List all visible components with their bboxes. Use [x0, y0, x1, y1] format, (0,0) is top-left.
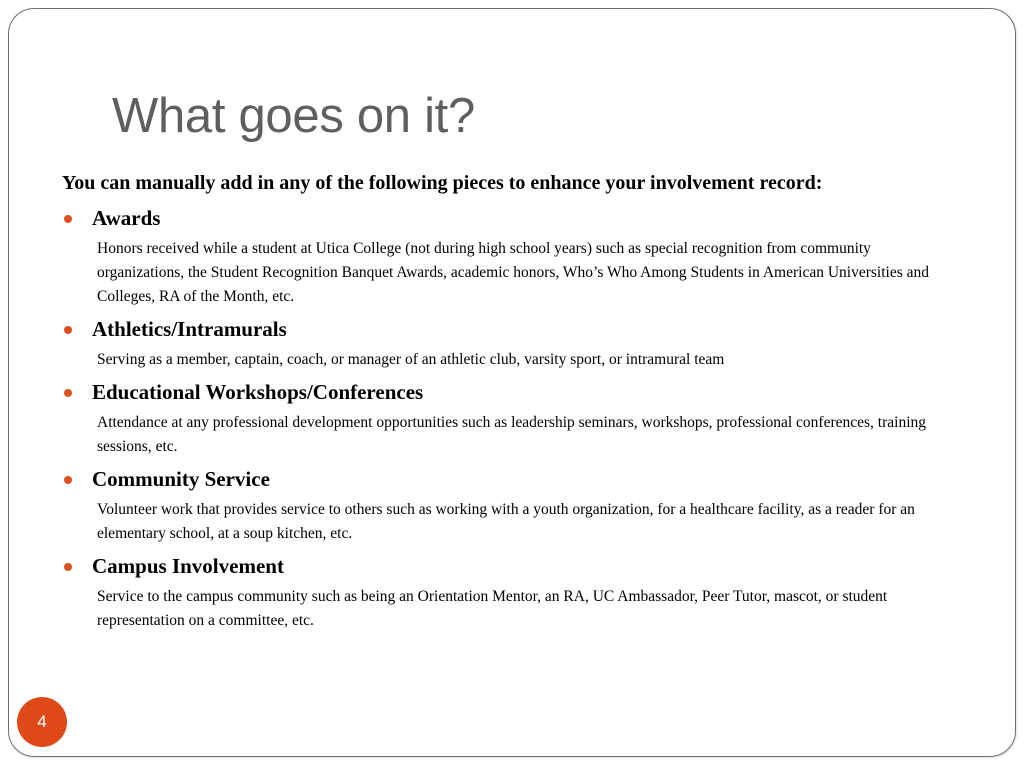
slide-body	[62, 168, 962, 639]
intro-text: You can manually add in any of the following pieces to enhance your involvement record:	[62, 172, 823, 194]
item-heading-workshops	[62, 378, 962, 407]
item-heading-label: Awards	[92, 206, 161, 230]
item-heading-community-service	[62, 465, 962, 494]
item-heading-label: Athletics/Intramurals	[92, 317, 287, 341]
item-heading-label: Campus Involvement	[92, 554, 284, 578]
item-description-athletics: Serving as a member, captain, coach, or manager of an athletic club, varsity sport, or intramural team	[97, 351, 725, 368]
item-description-workshops: Attendance at any professional development opportunities such as leadership seminars, workshops, professional conferences, training sessions, etc.	[97, 414, 927, 455]
slide-title: What goes on it?	[112, 89, 475, 143]
bullet-icon	[64, 389, 72, 397]
bullet-icon	[64, 476, 72, 484]
bullet-icon	[64, 326, 72, 334]
page-number-badge: 4	[17, 697, 67, 747]
item-heading-athletics	[62, 315, 962, 344]
bullet-icon	[64, 215, 72, 223]
item-heading-label: Educational Workshops/Conferences	[92, 380, 424, 404]
item-heading-label: Community Service	[92, 467, 270, 491]
item-heading-campus-involvement	[62, 552, 962, 581]
item-description-awards: Honors received while a student at Utica College (not during high school years) such as special recognition from community organizations, the Student Recognition Banquet Awards, academic honors, Who’s Who Among Students in American Universities and Colleges, RA of the Month, etc.	[97, 240, 929, 305]
item-description-campus-involvement: Service to the campus community such as being an Orientation Mentor, an RA, UC Ambassador, Peer Tutor, mascot, or student representation on a committee, etc.	[97, 588, 888, 629]
bullet-icon	[64, 563, 72, 571]
item-description-community-service: Volunteer work that provides service to others such as working with a youth organization, for a healthcare facility, as a reader for an elementary school, at a soup kitchen, etc.	[97, 501, 915, 542]
item-heading-awards	[62, 204, 962, 233]
